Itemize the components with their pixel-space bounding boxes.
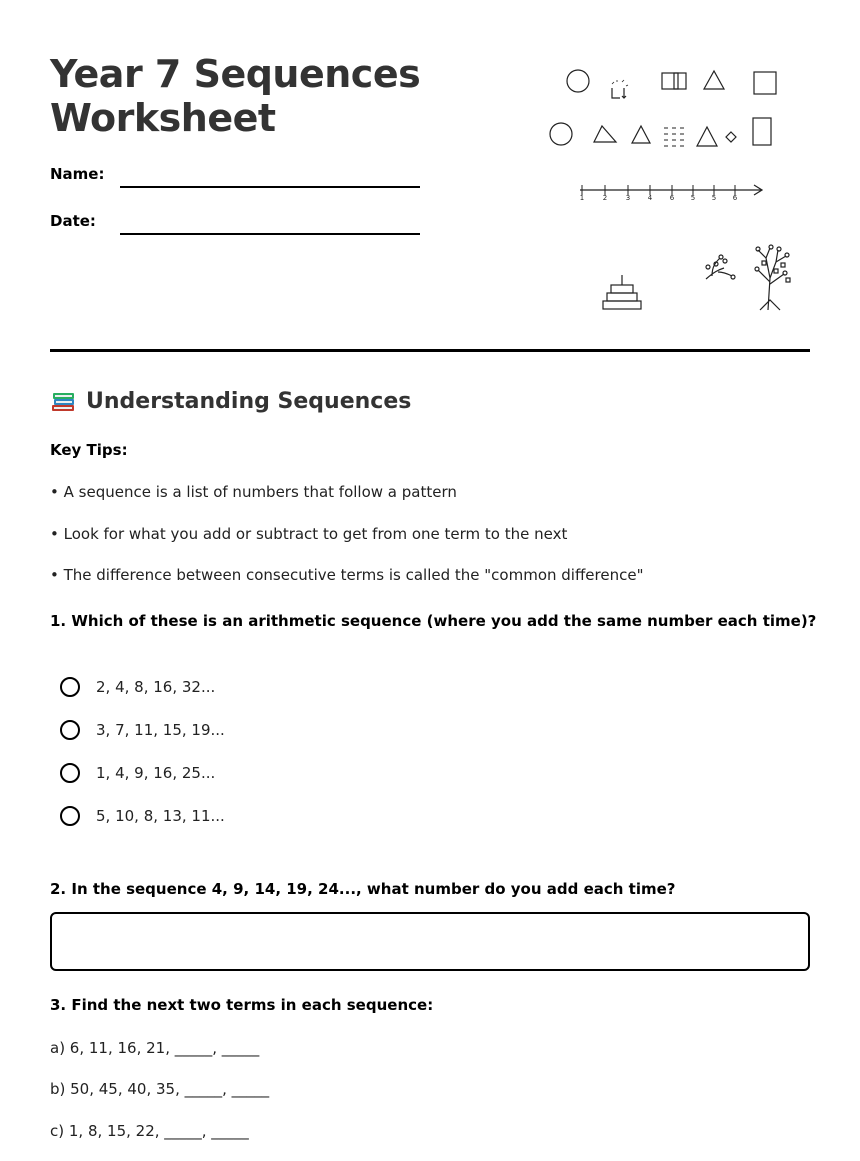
option-label: 1, 4, 9, 16, 25... xyxy=(96,764,216,782)
q1-option-3[interactable] xyxy=(60,763,215,783)
shapes-row-2 xyxy=(550,118,771,146)
q1-option-1[interactable] xyxy=(60,677,215,697)
header-divider xyxy=(50,349,810,352)
number-line-tick-label: 6 xyxy=(669,194,675,202)
worksheet-title xyxy=(50,52,420,140)
tip-2: • Look for what you add or subtract to get from one term to the next xyxy=(50,525,568,543)
title-line-2: Worksheet xyxy=(50,96,276,140)
number-line-tick-label: 4 xyxy=(647,194,653,202)
option-label: 2, 4, 8, 16, 32... xyxy=(96,678,216,696)
number-line-tick-label: 2 xyxy=(602,194,608,202)
tip-1: • A sequence is a list of numbers that follow a pattern xyxy=(50,483,457,501)
radio-button[interactable] xyxy=(60,806,80,826)
number-line-tick-label: 5 xyxy=(690,194,696,202)
option-label: 3, 7, 11, 15, 19... xyxy=(96,721,225,739)
question-3: 3. Find the next two terms in each sequence: xyxy=(50,996,434,1014)
number-line-tick-label: 5 xyxy=(711,194,717,202)
tip-3: • The difference between consecutive terms is called the "common difference" xyxy=(50,566,644,584)
section-title: Understanding Sequences xyxy=(86,388,412,414)
date-line[interactable] xyxy=(120,233,420,235)
radio-button[interactable] xyxy=(60,677,80,697)
q3-item-c: c) 1, 8, 15, 22, _____, _____ xyxy=(50,1122,249,1140)
title-line-1: Year 7 Sequences xyxy=(50,52,421,96)
branch-sketch xyxy=(706,255,735,279)
number-line-tick-label: 3 xyxy=(625,194,631,202)
q1-option-2[interactable] xyxy=(60,720,225,740)
q1-option-4[interactable] xyxy=(60,806,225,826)
key-tips-label: Key Tips: xyxy=(50,441,128,459)
radio-button[interactable] xyxy=(60,763,80,783)
number-line-tick-label: 6 xyxy=(732,194,738,202)
section-heading xyxy=(50,388,411,414)
question-1: 1. Which of these is an arithmetic sequence (where you add the same number each time)? xyxy=(50,612,817,630)
q3-item-b: b) 50, 45, 40, 35, _____, _____ xyxy=(50,1080,270,1098)
question-2: 2. In the sequence 4, 9, 14, 19, 24..., what number do you add each time? xyxy=(50,880,676,898)
name-line[interactable] xyxy=(120,186,420,188)
number-line xyxy=(580,185,762,202)
q2-answer-field[interactable] xyxy=(50,912,810,971)
name-label: Name: xyxy=(50,165,105,183)
sequence-illustration xyxy=(540,60,810,320)
number-line-tick-label: 1 xyxy=(579,194,585,202)
option-label: 5, 10, 8, 13, 11... xyxy=(96,807,225,825)
shapes-row-1 xyxy=(567,70,776,98)
books-icon xyxy=(50,388,76,414)
tree-sketch xyxy=(755,245,790,310)
stacked-blocks xyxy=(603,275,641,309)
radio-button[interactable] xyxy=(60,720,80,740)
q3-item-a: a) 6, 11, 16, 21, _____, _____ xyxy=(50,1039,260,1057)
date-label: Date: xyxy=(50,212,96,230)
